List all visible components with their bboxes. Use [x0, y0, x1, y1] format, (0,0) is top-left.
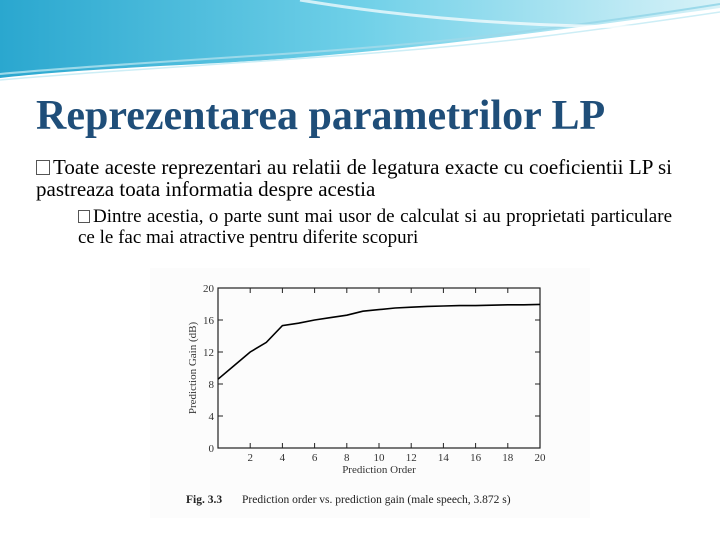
x-tick-label: 2: [247, 452, 253, 464]
figure-caption-label: Fig. 3.3: [186, 494, 223, 506]
y-tick-label: 20: [203, 283, 214, 295]
square-bullet-icon: [78, 210, 90, 223]
line-chart: [150, 268, 590, 518]
bullet-text: Dintre acestia, o parte sunt mai usor de calculat si au proprietati particulare ce le fac mai atractive pentru diferite scopuri: [78, 206, 672, 248]
x-tick-label: 4: [279, 452, 286, 464]
plot-frame: [218, 288, 540, 448]
y-tick-label: 0: [208, 443, 214, 455]
x-tick-label: 14: [437, 452, 449, 464]
y-tick-label: 8: [208, 379, 214, 391]
square-bullet-icon: [36, 160, 50, 175]
y-axis-label: Prediction Gain (dB): [187, 321, 199, 415]
x-tick-label: 20: [534, 452, 546, 464]
x-tick-label: 18: [502, 452, 514, 464]
x-tick-label: 8: [344, 452, 350, 464]
x-tick-label: 10: [373, 452, 385, 464]
x-ticks: [247, 288, 546, 464]
chart-figure: [150, 268, 590, 518]
x-tick-label: 12: [405, 452, 417, 464]
header-banner: [0, 0, 720, 90]
y-tick-label: 4: [208, 411, 214, 423]
y-tick-label: 16: [203, 315, 214, 327]
bullet-text: Toate aceste reprezentari au relatii de legatura exacte cu coeficientii LP si pastreaza toata informatia despre acestia: [36, 155, 672, 201]
slide-title: Reprezentarea parametrilor LP: [36, 93, 606, 139]
figure-caption-text: Prediction order vs. prediction gain (male speech, 3.872 s): [242, 494, 511, 506]
x-tick-label: 6: [311, 452, 318, 464]
series-line: [218, 304, 540, 379]
y-tick-label: 12: [203, 347, 214, 359]
x-tick-label: 16: [470, 452, 482, 464]
y-ticks: [203, 283, 540, 455]
bullet-level-2: [78, 206, 672, 248]
chart-axes: [218, 288, 540, 448]
bullet-level-1: [36, 156, 672, 200]
x-axis-label: Prediction Order: [342, 464, 416, 476]
